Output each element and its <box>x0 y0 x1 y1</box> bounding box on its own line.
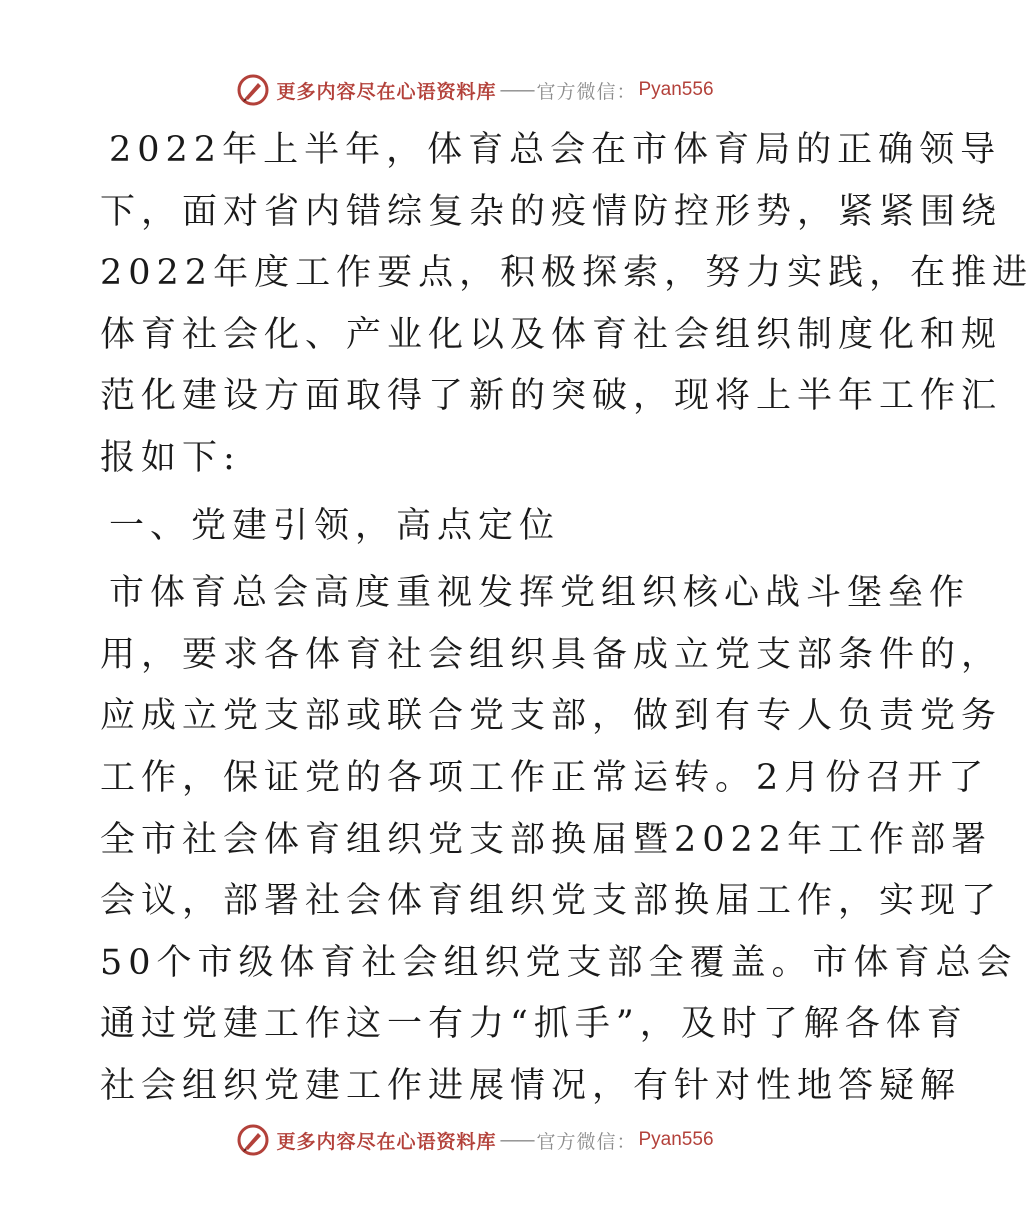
text-line: 下，面对省内错综复杂的疫情防控形势，紧紧围绕 <box>100 191 1003 232</box>
text-line: 会议，部署社会体育组织党支部换届工作，实现了 <box>100 881 1003 922</box>
watermark-text: 更多内容尽在心语资料库 <box>276 1130 497 1153</box>
watermark-label: 官方微信： <box>536 80 637 103</box>
watermark-handle: Pyan556 <box>638 1129 714 1150</box>
section-heading: 一、党建引领，高点定位 <box>109 505 561 546</box>
watermark-separator: —— <box>499 79 534 101</box>
text-line: 市体育总会高度重视发挥党组织核心战斗堡垒作 <box>109 573 971 614</box>
pen-logo-icon <box>236 1123 270 1157</box>
text-line: 应成立党支部或联合党支部，做到有专人负责党务 <box>100 696 1003 737</box>
text-line: 用，要求各体育社会组织具备成立党支部条件的， <box>100 634 1003 675</box>
text-line: 体育社会化、产业化以及体育社会组织制度化和规 <box>100 314 1003 355</box>
watermark-footer <box>0 1120 950 1160</box>
text-line: 工作，保证党的各项工作正常运转。2月份召开了 <box>100 757 990 798</box>
watermark-separator: —— <box>499 1129 534 1151</box>
text-line: 全市社会体育组织党支部换届暨2022年工作部署 <box>100 819 993 860</box>
document-body <box>100 120 1033 1118</box>
text-line: 通过党建工作这一有力“抓手”，及时了解各体育 <box>100 1004 968 1045</box>
watermark-handle: Pyan556 <box>638 79 714 100</box>
text-line: 报如下: <box>100 437 241 478</box>
text-line: 社会组织党建工作进展情况，有针对性地答疑解 <box>100 1065 962 1106</box>
watermark-label: 官方微信： <box>536 1130 637 1153</box>
pen-logo-icon <box>236 73 270 107</box>
text-line: 范化建设方面取得了新的突破，现将上半年工作汇 <box>100 376 1003 417</box>
watermark-text: 更多内容尽在心语资料库 <box>276 80 497 103</box>
text-line: 50个市级体育社会组织党支部全覆盖。市体育总会 <box>100 942 1018 983</box>
text-line: 2022年度工作要点，积极探索，努力实践，在推进 <box>100 253 1033 294</box>
watermark-header <box>0 70 950 110</box>
text-line: 2022年上半年，体育总会在市体育局的正确领导 <box>109 130 1002 170</box>
